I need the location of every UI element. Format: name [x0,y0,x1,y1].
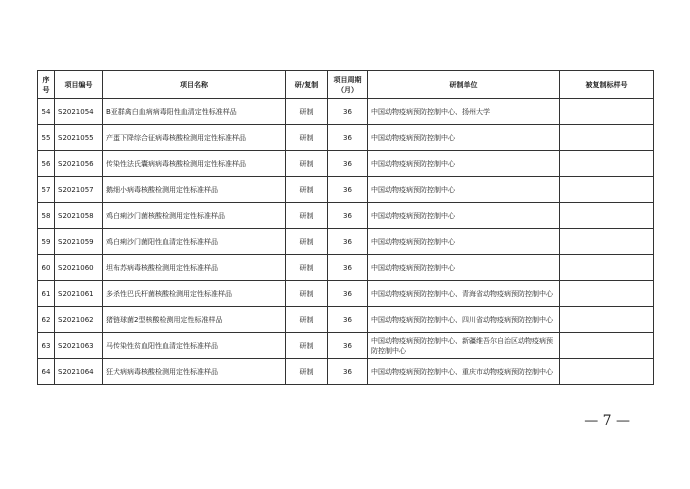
table-row [38,203,654,229]
cell-unit: 中国动物疫病预防控制中心、青海省动物疫病预防控制中心 [368,281,560,307]
cell-unit: 中国动物疫病预防控制中心、新疆维吾尔自治区动物疫病预防控制中心 [368,333,560,359]
cell-period: 36 [328,203,368,229]
header-code: 项目编号 [55,71,103,99]
cell-name: 鸡白痢沙门菌核酸检测用定性标准样品 [103,203,286,229]
table-row [38,359,654,385]
table-body [38,99,654,385]
cell-unit: 中国动物疫病预防控制中心 [368,229,560,255]
cell-code: S2021060 [55,255,103,281]
cell-type: 研制 [286,281,328,307]
cell-copied [560,307,654,333]
cell-period: 36 [328,177,368,203]
cell-name: 多杀性巴氏杆菌核酸检测用定性标准样品 [103,281,286,307]
cell-name: 鸡白痢沙门菌阳性血清定性标准样品 [103,229,286,255]
cell-name: 坦布苏病毒核酸检测用定性标准样品 [103,255,286,281]
cell-period: 36 [328,151,368,177]
cell-no: 56 [38,151,55,177]
cell-name: 猪链球菌2型核酸检测用定性标准样品 [103,307,286,333]
cell-name: 传染性法氏囊病病毒核酸检测用定性标准样品 [103,151,286,177]
cell-code: S2021064 [55,359,103,385]
cell-type: 研制 [286,359,328,385]
cell-period: 36 [328,281,368,307]
cell-copied [560,281,654,307]
cell-copied [560,255,654,281]
cell-copied [560,99,654,125]
cell-copied [560,229,654,255]
cell-unit: 中国动物疫病预防控制中心 [368,151,560,177]
header-no: 序号 [38,71,55,99]
cell-unit: 中国动物疫病预防控制中心、四川省动物疫病预防控制中心 [368,307,560,333]
cell-code: S2021059 [55,229,103,255]
cell-unit: 中国动物疫病预防控制中心 [368,125,560,151]
cell-code: S2021062 [55,307,103,333]
cell-period: 36 [328,99,368,125]
cell-name: 产蛋下降综合征病毒核酸检测用定性标准样品 [103,125,286,151]
table-row [38,281,654,307]
header-copied: 被复制标样号 [560,71,654,99]
header-period: 项目周期（月） [328,71,368,99]
cell-copied [560,359,654,385]
cell-unit: 中国动物疫病预防控制中心 [368,255,560,281]
cell-type: 研制 [286,177,328,203]
header-type: 研/复制 [286,71,328,99]
cell-unit: 中国动物疫病预防控制中心 [368,203,560,229]
cell-period: 36 [328,359,368,385]
cell-copied [560,151,654,177]
cell-type: 研制 [286,255,328,281]
cell-type: 研制 [286,333,328,359]
cell-no: 60 [38,255,55,281]
header-unit: 研制单位 [368,71,560,99]
table-row [38,177,654,203]
cell-copied [560,203,654,229]
table-header-row [38,71,654,99]
cell-no: 59 [38,229,55,255]
cell-type: 研制 [286,229,328,255]
cell-period: 36 [328,333,368,359]
cell-unit: 中国动物疫病预防控制中心 [368,177,560,203]
table-row [38,151,654,177]
cell-period: 36 [328,307,368,333]
cell-no: 57 [38,177,55,203]
table-row [38,255,654,281]
cell-name: 狂犬病病毒核酸检测用定性标准样品 [103,359,286,385]
cell-copied [560,125,654,151]
cell-period: 36 [328,125,368,151]
table-row [38,125,654,151]
cell-name: 马传染性贫血阳性血清定性标准样品 [103,333,286,359]
page-number: — 7 — [584,413,630,429]
cell-no: 62 [38,307,55,333]
cell-name: 鹅细小病毒核酸检测用定性标准样品 [103,177,286,203]
cell-no: 63 [38,333,55,359]
cell-code: S2021061 [55,281,103,307]
cell-code: S2021057 [55,177,103,203]
cell-period: 36 [328,255,368,281]
table-row [38,99,654,125]
cell-no: 54 [38,99,55,125]
table-row [38,229,654,255]
cell-name: B亚群禽白血病病毒阳性血清定性标准样品 [103,99,286,125]
header-name: 项目名称 [103,71,286,99]
standards-table-container [37,70,653,385]
cell-code: S2021063 [55,333,103,359]
cell-type: 研制 [286,99,328,125]
cell-type: 研制 [286,203,328,229]
cell-type: 研制 [286,125,328,151]
cell-code: S2021056 [55,151,103,177]
cell-unit: 中国动物疫病预防控制中心、重庆市动物疫病预防控制中心 [368,359,560,385]
cell-no: 61 [38,281,55,307]
table-row [38,333,654,359]
cell-code: S2021058 [55,203,103,229]
cell-no: 55 [38,125,55,151]
standards-table [37,70,654,385]
table-row [38,307,654,333]
cell-type: 研制 [286,151,328,177]
cell-unit: 中国动物疫病预防控制中心、扬州大学 [368,99,560,125]
cell-copied [560,177,654,203]
cell-period: 36 [328,229,368,255]
cell-code: S2021055 [55,125,103,151]
cell-type: 研制 [286,307,328,333]
cell-no: 64 [38,359,55,385]
cell-copied [560,333,654,359]
cell-no: 58 [38,203,55,229]
cell-code: S2021054 [55,99,103,125]
